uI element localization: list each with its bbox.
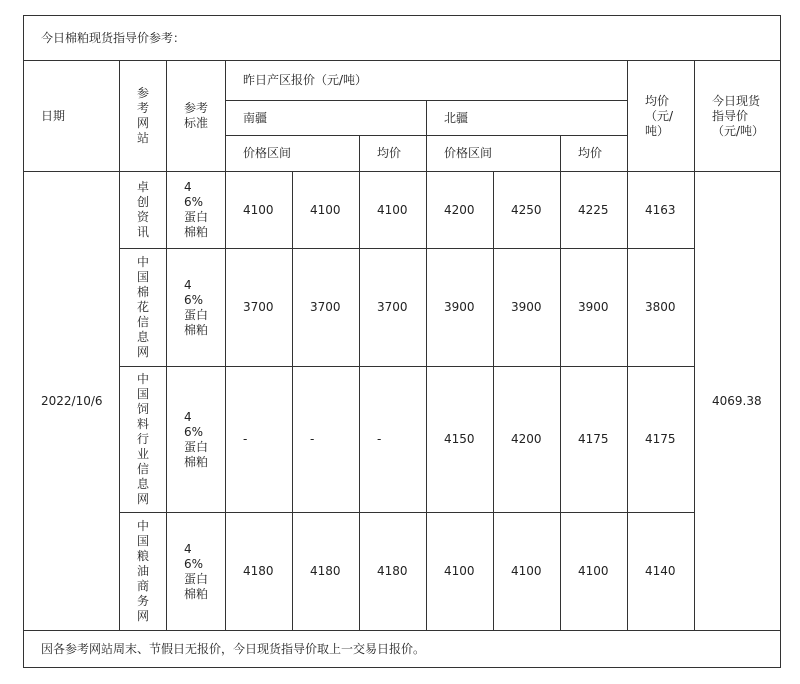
- north-avg-cell: 4175: [561, 367, 628, 513]
- site-label: 中国粮油商务网: [137, 519, 150, 623]
- header-standard: [167, 61, 226, 172]
- south-high-cell: 4180: [293, 513, 360, 631]
- standard-label: 46%蛋白棉粕: [184, 180, 209, 239]
- standard-cell: [167, 249, 226, 367]
- south-high-cell: -: [293, 367, 360, 513]
- site-cell: [120, 172, 167, 249]
- header-south-range: 价格区间: [226, 136, 360, 172]
- avg-cell: 3800: [628, 249, 695, 367]
- standard-cell: [167, 513, 226, 631]
- standard-label: 46%蛋白棉粕: [184, 541, 209, 601]
- footer-note: 因各参考网站周末、节假日无报价，今日现货指导价取上一交易日报价。: [24, 631, 781, 668]
- avg-cell: 4175: [628, 367, 695, 513]
- header-south: 南疆: [226, 101, 427, 136]
- standard-label: 46%蛋白棉粕: [184, 409, 209, 469]
- header-site-label: 参考网站: [137, 86, 150, 145]
- north-avg-cell: 3900: [561, 249, 628, 367]
- south-low-cell: 4100: [226, 172, 293, 249]
- table-row: [24, 249, 781, 367]
- header-yesterday-quote: 昨日产区报价（元/吨）: [226, 61, 628, 101]
- north-avg-cell: 4100: [561, 513, 628, 631]
- south-low-cell: 3700: [226, 249, 293, 367]
- avg-cell: 4163: [628, 172, 695, 249]
- site-cell: [120, 367, 167, 513]
- header-north-range: 价格区间: [427, 136, 561, 172]
- header-today-guide-label: 今日现货指导价（元/吨）: [712, 93, 765, 138]
- header-avg-price-label: 均价（元/吨）: [645, 93, 674, 138]
- north-low-cell: 4150: [427, 367, 494, 513]
- header-site: [120, 61, 167, 172]
- avg-cell: 4140: [628, 513, 695, 631]
- north-high-cell: 4250: [494, 172, 561, 249]
- price-table: [23, 15, 781, 668]
- header-north: 北疆: [427, 101, 628, 136]
- header-today-guide: [695, 61, 781, 172]
- north-high-cell: 4200: [494, 367, 561, 513]
- header-north-avg: 均价: [561, 136, 628, 172]
- north-low-cell: 4200: [427, 172, 494, 249]
- north-high-cell: 3900: [494, 249, 561, 367]
- site-label: 中国饲料行业信息网: [137, 372, 150, 506]
- south-avg-cell: 3700: [360, 249, 427, 367]
- site-cell: [120, 249, 167, 367]
- table-row: [24, 172, 781, 249]
- table-row: [24, 367, 781, 513]
- standard-label: 46%蛋白棉粕: [184, 277, 209, 337]
- south-avg-cell: 4180: [360, 513, 427, 631]
- header-south-avg: 均价: [360, 136, 427, 172]
- south-low-cell: -: [226, 367, 293, 513]
- site-cell: [120, 513, 167, 631]
- header-standard-label: 参考标准: [184, 101, 209, 130]
- header-date: 日期: [24, 61, 120, 172]
- header-avg-price: [628, 61, 695, 172]
- north-low-cell: 3900: [427, 249, 494, 367]
- site-label: 卓创资讯: [137, 180, 150, 239]
- north-high-cell: 4100: [494, 513, 561, 631]
- south-avg-cell: 4100: [360, 172, 427, 249]
- today-price-cell: 4069.38: [695, 172, 781, 631]
- south-low-cell: 4180: [226, 513, 293, 631]
- table-title: 今日棉粕现货指导价参考：: [24, 16, 781, 61]
- standard-cell: [167, 172, 226, 249]
- north-avg-cell: 4225: [561, 172, 628, 249]
- site-label: 中国棉花信息网: [137, 255, 150, 359]
- date-cell: 2022/10/6: [24, 172, 120, 631]
- standard-cell: [167, 367, 226, 513]
- table-row: [24, 513, 781, 631]
- south-avg-cell: -: [360, 367, 427, 513]
- south-high-cell: 4100: [293, 172, 360, 249]
- south-high-cell: 3700: [293, 249, 360, 367]
- north-low-cell: 4100: [427, 513, 494, 631]
